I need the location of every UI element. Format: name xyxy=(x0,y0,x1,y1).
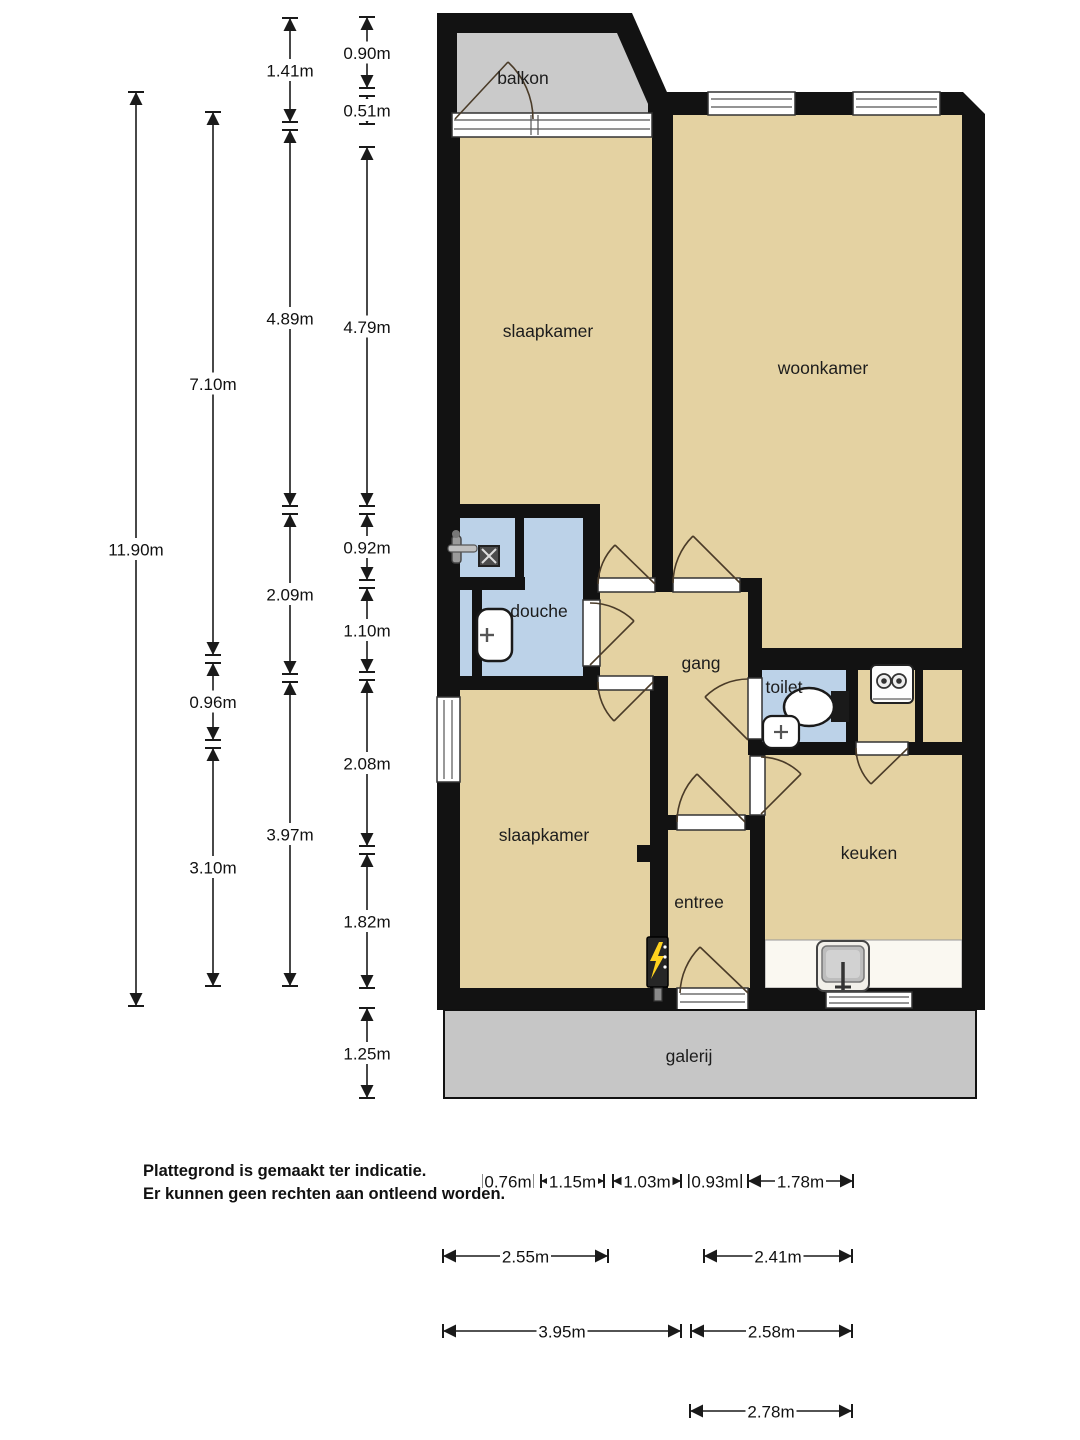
arrow-left-icon xyxy=(443,1250,456,1263)
disclaimer xyxy=(143,1162,505,1203)
door-toilet xyxy=(748,678,762,739)
dimension-segment-vertical xyxy=(265,130,316,506)
dimension-segment-vertical xyxy=(188,663,239,740)
arrow-up-icon xyxy=(284,514,297,527)
wall-shower-cell-bottom xyxy=(450,577,525,590)
dimension-segment-horizontal xyxy=(443,1245,608,1267)
wall-living-bottom xyxy=(748,648,985,670)
label-woonkamer: woonkamer xyxy=(777,358,869,378)
dimension-segment-vertical xyxy=(342,854,393,988)
dimension-segment-horizontal xyxy=(613,1170,681,1192)
kitchen-sink xyxy=(817,941,869,991)
arrow-up-icon xyxy=(361,147,374,160)
label-slaapkamer-bottom: slaapkamer xyxy=(498,825,590,845)
arrow-up-icon xyxy=(361,854,374,867)
dimension-label: 0.90m xyxy=(343,44,391,63)
arrow-down-icon xyxy=(130,993,143,1006)
dimension-segment-horizontal xyxy=(689,1170,741,1192)
arrow-down-icon xyxy=(207,727,220,740)
arrow-down-icon xyxy=(361,493,374,506)
dimension-segment-vertical xyxy=(265,682,316,986)
label-gang: gang xyxy=(681,653,721,673)
toilet-basin xyxy=(763,716,799,748)
arrow-left-icon xyxy=(690,1405,703,1418)
arrow-right-icon xyxy=(839,1405,852,1418)
dimension-label: 3.97m xyxy=(266,825,314,845)
arrow-up-icon xyxy=(361,514,374,527)
dimension-segment-vertical xyxy=(342,588,393,672)
dimension-label: 1.03m xyxy=(623,1172,671,1192)
arrow-up-icon xyxy=(207,748,220,761)
dimension-segment-vertical xyxy=(342,1008,393,1098)
arrow-right-icon xyxy=(595,1250,608,1263)
dimension-label: 11.90m xyxy=(108,540,164,560)
arrow-left-icon xyxy=(748,1175,761,1188)
label-toilet: toilet xyxy=(765,677,803,697)
bedroom2-window xyxy=(437,697,460,782)
dimension-segment-horizontal xyxy=(541,1170,604,1192)
door-kitchen xyxy=(750,756,765,815)
arrow-down-icon xyxy=(361,1085,374,1098)
dimension-label: 2.09m xyxy=(266,585,314,605)
arrow-right-icon xyxy=(668,1325,681,1338)
dimension-label: 2.58m xyxy=(747,1322,796,1342)
label-galerij: galerij xyxy=(665,1046,713,1066)
arrow-right-icon xyxy=(839,1325,852,1338)
arrow-down-icon xyxy=(361,75,374,88)
arrow-up-icon xyxy=(361,588,374,601)
wall-right xyxy=(962,92,985,1010)
door-entree xyxy=(677,815,745,830)
arrow-left-icon xyxy=(691,1325,704,1338)
living-window-1 xyxy=(708,92,795,115)
dimension-label: 2.78m xyxy=(747,1402,795,1422)
arrow-right-icon xyxy=(840,1175,853,1188)
balcony-sliding-door xyxy=(452,113,652,137)
dimension-segment-vertical xyxy=(106,92,166,1006)
dimension-segment-horizontal xyxy=(748,1170,853,1192)
door-douche xyxy=(583,600,600,666)
dimension-label: 0.51m xyxy=(343,101,391,121)
dimension-segment-vertical xyxy=(342,96,393,124)
arrow-down-icon xyxy=(284,493,297,506)
arrow-up-icon xyxy=(284,682,297,695)
dimension-label: 2.55m xyxy=(501,1247,550,1267)
dimension-label: 3.95m xyxy=(538,1322,586,1342)
arrow-down-icon xyxy=(284,973,297,986)
dimension-label: 7.10m xyxy=(189,375,237,394)
arrow-up-icon xyxy=(361,680,374,693)
arrow-up-icon xyxy=(284,18,297,31)
door-front xyxy=(677,988,748,1010)
dimension-segment-vertical xyxy=(342,147,393,506)
dimension-label: 1.41m xyxy=(266,61,314,81)
dimension-label: 1.15m xyxy=(548,1172,597,1192)
dimension-segment-vertical xyxy=(342,17,393,88)
dimension-label: 0.96m xyxy=(189,693,237,712)
dimension-label: 1.25m xyxy=(343,1044,391,1064)
boiler-unit xyxy=(871,665,913,703)
door-living xyxy=(673,578,740,592)
door-closet xyxy=(856,742,908,755)
label-douche: douche xyxy=(510,601,568,621)
dimension-segment-horizontal xyxy=(690,1400,852,1422)
disclaimer-line2: Er kunnen geen rechten aan ontleend worden. xyxy=(143,1185,506,1203)
dimension-segment-vertical xyxy=(265,18,316,122)
arrow-down-icon xyxy=(284,109,297,122)
dimension-label: 3.10m xyxy=(189,858,237,878)
label-entree: entree xyxy=(674,892,724,912)
arrow-down-icon xyxy=(284,661,297,674)
dimension-segment-vertical xyxy=(188,112,239,655)
label-slaapkamer-top: slaapkamer xyxy=(502,321,594,341)
dimension-label: 1.78m xyxy=(776,1172,825,1192)
dimension-segment-horizontal xyxy=(691,1320,852,1342)
arrow-down-icon xyxy=(361,833,374,846)
dimension-segment-vertical xyxy=(265,514,316,674)
arrow-right-icon xyxy=(839,1250,852,1263)
wall-pier xyxy=(637,845,668,862)
arrow-down-icon xyxy=(361,975,374,988)
dimension-label: 1.82m xyxy=(343,912,391,932)
dimension-label: 2.08m xyxy=(343,754,391,774)
door-bedroom1 xyxy=(598,578,655,592)
dimension-label: 0.76m xyxy=(484,1172,532,1192)
dimension-label: 4.79m xyxy=(343,318,391,337)
disclaimer-line1: Plattegrond is gemaakt ter indicatie. xyxy=(143,1162,427,1180)
wall-hall-right xyxy=(748,578,762,678)
arrow-up-icon xyxy=(207,663,220,676)
label-keuken: keuken xyxy=(840,843,898,863)
kitchen-window xyxy=(826,992,912,1008)
dimension-segment-vertical xyxy=(342,680,393,846)
dimension-label: 0.92m xyxy=(343,538,391,558)
living-window-2 xyxy=(853,92,940,115)
dimension-label: 2.41m xyxy=(754,1247,802,1267)
arrow-up-icon xyxy=(361,17,374,30)
arrow-down-icon xyxy=(207,642,220,655)
dimension-segment-horizontal xyxy=(443,1320,681,1342)
dimension-segment-horizontal xyxy=(704,1245,852,1267)
arrow-up-icon xyxy=(284,130,297,143)
dimension-label: 1.10m xyxy=(343,621,391,641)
arrow-left-icon xyxy=(443,1325,456,1338)
door-bedroom2 xyxy=(598,676,653,690)
dimension-label: 4.89m xyxy=(266,309,314,329)
shower-drain xyxy=(479,546,499,566)
arrow-up-icon xyxy=(207,112,220,125)
arrow-down-icon xyxy=(207,973,220,986)
douche-basin xyxy=(477,609,512,661)
arrow-down-icon xyxy=(361,659,374,672)
wall-closet-right xyxy=(915,668,923,748)
wall-bedroom-living xyxy=(652,113,673,592)
arrow-up-icon xyxy=(361,1008,374,1021)
dimension-segment-vertical xyxy=(188,748,239,986)
arrow-up-icon xyxy=(130,92,143,105)
dimension-label: 0.93m xyxy=(691,1172,739,1192)
label-balkon: balkon xyxy=(497,68,549,88)
arrow-down-icon xyxy=(361,567,374,580)
arrow-left-icon xyxy=(704,1250,717,1263)
dimension-segment-vertical xyxy=(342,514,393,580)
